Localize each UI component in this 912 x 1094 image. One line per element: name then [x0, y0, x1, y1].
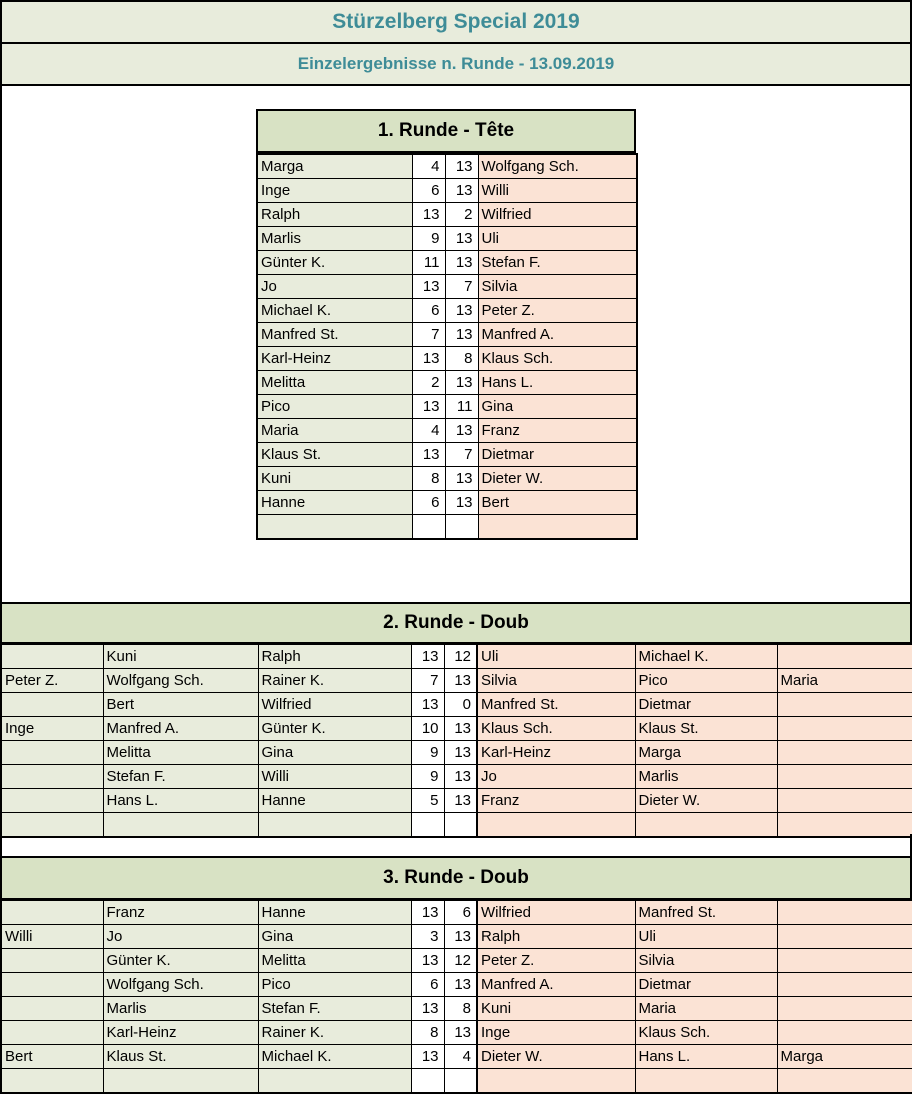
team-left-player-1: Hanne	[258, 789, 411, 813]
table-row	[1, 741, 912, 765]
score-left: 6	[412, 299, 445, 323]
round3-heading: 3. Runde - Doub	[0, 856, 912, 900]
score-left: 7	[411, 669, 444, 693]
score-left: 5	[411, 789, 444, 813]
team-right-player-2: Pico	[635, 669, 777, 693]
team-right-player-1: Ralph	[477, 925, 635, 949]
table-row	[1, 669, 912, 693]
table-row	[257, 251, 637, 275]
player-right: Wolfgang Sch.	[478, 154, 637, 179]
score-right	[444, 1069, 477, 1094]
team-right-player-3	[777, 765, 912, 789]
table-row	[257, 347, 637, 371]
score-left: 13	[411, 949, 444, 973]
score-right: 13	[444, 669, 477, 693]
team-left-player-2: Stefan F.	[103, 765, 258, 789]
team-right-player-2	[635, 1069, 777, 1094]
team-left-player-2: Franz	[103, 901, 258, 925]
score-right: 13	[444, 1021, 477, 1045]
team-left-player-1: Gina	[258, 925, 411, 949]
round1-table	[256, 153, 638, 540]
table-row	[1, 1069, 912, 1094]
player-left: Marga	[257, 154, 412, 179]
score-left: 13	[412, 347, 445, 371]
table-row	[1, 1045, 912, 1069]
table-row	[257, 154, 637, 179]
player-left: Melitta	[257, 371, 412, 395]
table-row	[257, 491, 637, 515]
player-left	[257, 515, 412, 540]
team-left-player-1: Pico	[258, 973, 411, 997]
score-left: 7	[412, 323, 445, 347]
team-right-player-1	[477, 1069, 635, 1094]
score-right: 12	[444, 949, 477, 973]
team-right-player-2: Dietmar	[635, 973, 777, 997]
team-right-player-3	[777, 1021, 912, 1045]
score-left: 9	[411, 765, 444, 789]
player-right: Wilfried	[478, 203, 637, 227]
team-left-player-3: Bert	[1, 1045, 103, 1069]
score-left: 8	[411, 1021, 444, 1045]
team-left-player-2: Klaus St.	[103, 1045, 258, 1069]
round3-table	[0, 900, 912, 1094]
team-left-player-3	[1, 901, 103, 925]
score-right: 11	[445, 395, 478, 419]
team-right-player-2: Silvia	[635, 949, 777, 973]
team-left-player-2: Bert	[103, 693, 258, 717]
table-row	[257, 323, 637, 347]
team-right-player-3: Maria	[777, 669, 912, 693]
team-left-player-1: Günter K.	[258, 717, 411, 741]
round2-heading: 2. Runde - Doub	[0, 602, 912, 644]
score-right: 13	[445, 371, 478, 395]
score-left: 6	[412, 179, 445, 203]
player-left: Maria	[257, 419, 412, 443]
score-right: 7	[445, 275, 478, 299]
score-left: 13	[411, 645, 444, 669]
team-right-player-1: Peter Z.	[477, 949, 635, 973]
team-right-player-1: Wilfried	[477, 901, 635, 925]
score-right: 13	[444, 717, 477, 741]
score-right: 8	[445, 347, 478, 371]
team-left-player-3	[1, 949, 103, 973]
team-right-player-1: Karl-Heinz	[477, 741, 635, 765]
table-row	[1, 973, 912, 997]
team-right-player-3	[777, 997, 912, 1021]
score-right: 6	[444, 901, 477, 925]
table-row	[1, 789, 912, 813]
team-right-player-1: Jo	[477, 765, 635, 789]
table-row	[1, 949, 912, 973]
score-left: 9	[411, 741, 444, 765]
section-spacer	[0, 834, 912, 856]
score-left: 6	[412, 491, 445, 515]
team-left-player-3	[1, 1069, 103, 1094]
team-right-player-3: Marga	[777, 1045, 912, 1069]
score-left: 4	[412, 154, 445, 179]
team-left-player-1: Melitta	[258, 949, 411, 973]
team-right-player-2: Hans L.	[635, 1045, 777, 1069]
team-right-player-2: Manfred St.	[635, 901, 777, 925]
score-right: 13	[444, 925, 477, 949]
player-right: Klaus Sch.	[478, 347, 637, 371]
player-left: Jo	[257, 275, 412, 299]
score-right: 13	[445, 227, 478, 251]
team-right-player-2: Michael K.	[635, 645, 777, 669]
player-right: Manfred A.	[478, 323, 637, 347]
player-left: Michael K.	[257, 299, 412, 323]
team-left-player-3	[1, 973, 103, 997]
team-left-player-2: Manfred A.	[103, 717, 258, 741]
player-right: Stefan F.	[478, 251, 637, 275]
score-left: 9	[412, 227, 445, 251]
team-left-player-2: Hans L.	[103, 789, 258, 813]
team-right-player-1: Manfred A.	[477, 973, 635, 997]
score-left: 10	[411, 717, 444, 741]
player-left: Manfred St.	[257, 323, 412, 347]
team-right-player-3	[777, 949, 912, 973]
player-left: Ralph	[257, 203, 412, 227]
table-row	[1, 997, 912, 1021]
page-subtitle: Einzelergebnisse n. Runde - 13.09.2019	[0, 44, 912, 86]
table-row	[257, 299, 637, 323]
player-left: Marlis	[257, 227, 412, 251]
score-right: 12	[444, 645, 477, 669]
score-left: 13	[412, 443, 445, 467]
score-left: 2	[412, 371, 445, 395]
team-right-player-3	[777, 693, 912, 717]
team-right-player-3	[777, 789, 912, 813]
team-left-player-1: Willi	[258, 765, 411, 789]
score-right: 13	[445, 251, 478, 275]
player-left: Kuni	[257, 467, 412, 491]
table-row	[257, 203, 637, 227]
score-right: 7	[445, 443, 478, 467]
table-row	[1, 717, 912, 741]
player-right: Silvia	[478, 275, 637, 299]
score-left: 13	[412, 203, 445, 227]
table-row	[257, 227, 637, 251]
team-left-player-3	[1, 741, 103, 765]
player-left: Klaus St.	[257, 443, 412, 467]
table-row	[257, 371, 637, 395]
team-right-player-2: Dietmar	[635, 693, 777, 717]
table-row	[257, 515, 637, 540]
team-right-player-3	[777, 1069, 912, 1094]
team-right-player-3	[777, 973, 912, 997]
team-left-player-3	[1, 765, 103, 789]
team-left-player-1: Hanne	[258, 901, 411, 925]
player-left: Karl-Heinz	[257, 347, 412, 371]
team-left-player-2: Karl-Heinz	[103, 1021, 258, 1045]
score-right: 8	[444, 997, 477, 1021]
player-right: Franz	[478, 419, 637, 443]
player-right: Dieter W.	[478, 467, 637, 491]
player-right: Peter Z.	[478, 299, 637, 323]
score-right: 13	[444, 973, 477, 997]
score-right: 13	[445, 154, 478, 179]
team-left-player-1: Ralph	[258, 645, 411, 669]
team-left-player-3: Peter Z.	[1, 669, 103, 693]
score-right	[445, 515, 478, 540]
table-row	[1, 1021, 912, 1045]
player-right: Dietmar	[478, 443, 637, 467]
score-left: 13	[411, 1045, 444, 1069]
score-right: 13	[445, 299, 478, 323]
team-right-player-1: Klaus Sch.	[477, 717, 635, 741]
player-right: Uli	[478, 227, 637, 251]
table-row	[1, 925, 912, 949]
player-right: Gina	[478, 395, 637, 419]
round2-table	[0, 644, 912, 838]
team-right-player-3	[777, 925, 912, 949]
table-row	[257, 443, 637, 467]
score-left: 13	[411, 901, 444, 925]
team-left-player-1: Wilfried	[258, 693, 411, 717]
score-left: 3	[411, 925, 444, 949]
team-left-player-2	[103, 1069, 258, 1094]
score-right: 13	[444, 789, 477, 813]
player-right: Willi	[478, 179, 637, 203]
team-left-player-2: Wolfgang Sch.	[103, 973, 258, 997]
table-row	[1, 765, 912, 789]
team-left-player-1	[258, 1069, 411, 1094]
team-left-player-1: Michael K.	[258, 1045, 411, 1069]
team-left-player-3	[1, 997, 103, 1021]
player-left: Hanne	[257, 491, 412, 515]
score-left	[411, 1069, 444, 1094]
player-left: Inge	[257, 179, 412, 203]
player-left: Pico	[257, 395, 412, 419]
score-right: 13	[445, 179, 478, 203]
score-right: 13	[445, 323, 478, 347]
team-right-player-2: Marlis	[635, 765, 777, 789]
team-left-player-2: Wolfgang Sch.	[103, 669, 258, 693]
score-right: 0	[444, 693, 477, 717]
team-right-player-2: Klaus St.	[635, 717, 777, 741]
score-right: 4	[444, 1045, 477, 1069]
team-left-player-3	[1, 693, 103, 717]
score-right: 13	[445, 467, 478, 491]
team-right-player-3	[777, 717, 912, 741]
table-row	[257, 179, 637, 203]
team-left-player-3	[1, 789, 103, 813]
table-row	[1, 693, 912, 717]
table-row	[257, 275, 637, 299]
team-right-player-2: Dieter W.	[635, 789, 777, 813]
team-right-player-1: Manfred St.	[477, 693, 635, 717]
round1-heading: 1. Runde - Tête	[256, 109, 636, 153]
team-right-player-1: Inge	[477, 1021, 635, 1045]
team-right-player-1: Dieter W.	[477, 1045, 635, 1069]
score-left: 8	[412, 467, 445, 491]
player-right	[478, 515, 637, 540]
team-right-player-3	[777, 645, 912, 669]
team-right-player-2: Marga	[635, 741, 777, 765]
player-right: Bert	[478, 491, 637, 515]
team-left-player-3: Willi	[1, 925, 103, 949]
table-row	[257, 395, 637, 419]
table-row	[1, 645, 912, 669]
team-left-player-2: Jo	[103, 925, 258, 949]
score-right: 2	[445, 203, 478, 227]
score-right: 13	[445, 491, 478, 515]
player-left: Günter K.	[257, 251, 412, 275]
team-left-player-1: Gina	[258, 741, 411, 765]
team-left-player-3: Inge	[1, 717, 103, 741]
team-left-player-2: Kuni	[103, 645, 258, 669]
team-left-player-1: Rainer K.	[258, 1021, 411, 1045]
team-right-player-1: Kuni	[477, 997, 635, 1021]
team-left-player-2: Melitta	[103, 741, 258, 765]
score-right: 13	[445, 419, 478, 443]
score-left: 13	[412, 275, 445, 299]
team-right-player-3	[777, 901, 912, 925]
score-right: 13	[444, 741, 477, 765]
team-right-player-1: Franz	[477, 789, 635, 813]
page-title: Stürzelberg Special 2019	[0, 0, 912, 44]
score-left: 4	[412, 419, 445, 443]
score-left	[412, 515, 445, 540]
score-left: 13	[411, 693, 444, 717]
score-left: 13	[411, 997, 444, 1021]
team-right-player-1: Silvia	[477, 669, 635, 693]
team-left-player-1: Rainer K.	[258, 669, 411, 693]
table-row	[257, 419, 637, 443]
team-left-player-2: Marlis	[103, 997, 258, 1021]
score-right: 13	[444, 765, 477, 789]
team-left-player-1: Stefan F.	[258, 997, 411, 1021]
team-right-player-2: Maria	[635, 997, 777, 1021]
team-right-player-1: Uli	[477, 645, 635, 669]
team-right-player-2: Uli	[635, 925, 777, 949]
score-left: 6	[411, 973, 444, 997]
table-row	[1, 901, 912, 925]
score-left: 13	[412, 395, 445, 419]
team-left-player-3	[1, 645, 103, 669]
team-left-player-3	[1, 1021, 103, 1045]
team-right-player-3	[777, 741, 912, 765]
score-left: 11	[412, 251, 445, 275]
team-right-player-2: Klaus Sch.	[635, 1021, 777, 1045]
team-left-player-2: Günter K.	[103, 949, 258, 973]
player-right: Hans L.	[478, 371, 637, 395]
table-row	[257, 467, 637, 491]
